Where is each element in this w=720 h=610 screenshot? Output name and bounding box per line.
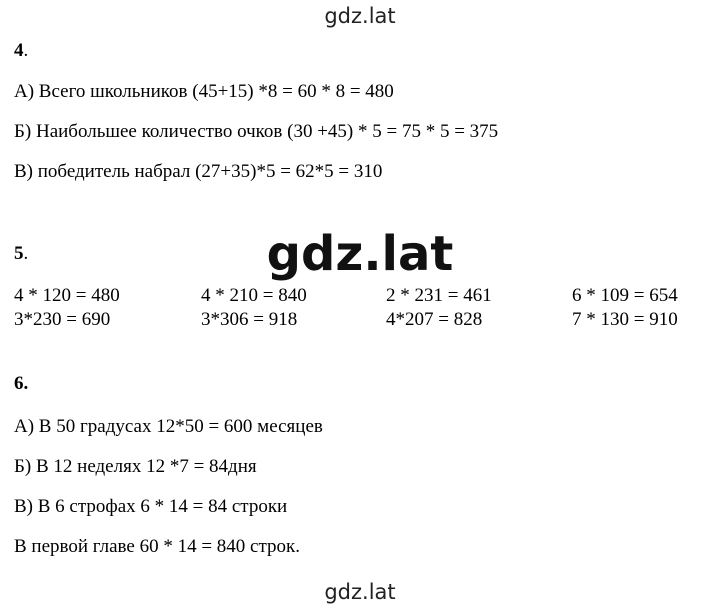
task-4-line-b: Б) Наибольшее количество очков (30 +45) * 5 = 75 * 5 = 375 bbox=[14, 121, 499, 142]
watermark-top: gdz.lat bbox=[324, 4, 396, 28]
task-6-line-a: А) В 50 градусах 12*50 = 600 месяцев bbox=[14, 416, 323, 437]
task-5-cell: 2 * 231 = 461 bbox=[386, 285, 492, 306]
task-5-cell: 7 * 130 = 910 bbox=[572, 309, 678, 330]
task-5-cell: 4*207 = 828 bbox=[386, 309, 483, 330]
task-5-cell: 4 * 210 = 840 bbox=[201, 285, 307, 306]
task-4-line-a: А) Всего школьников (45+15) *8 = 60 * 8 = 480 bbox=[14, 81, 394, 102]
task-4-number: 4. bbox=[14, 40, 29, 61]
task-5-number: 5. bbox=[14, 243, 29, 264]
task-5-cell: 3*230 = 690 bbox=[14, 309, 111, 330]
task-5-cell: 4 * 120 = 480 bbox=[14, 285, 120, 306]
watermark-bottom: gdz.lat bbox=[324, 580, 396, 604]
task-4-line-c: В) победитель набрал (27+35)*5 = 62*5 = 310 bbox=[14, 161, 383, 182]
task-6-number: 6. bbox=[14, 373, 29, 394]
watermark-middle: gdz.lat bbox=[266, 226, 454, 282]
task-6-line-c: В) В 6 строфах 6 * 14 = 84 строки bbox=[14, 496, 288, 517]
task-6-line-d: В первой главе 60 * 14 = 840 строк. bbox=[14, 536, 300, 557]
task-6-line-b: Б) В 12 неделях 12 *7 = 84дня bbox=[14, 456, 257, 477]
task-5-cell: 3*306 = 918 bbox=[201, 309, 298, 330]
task-5-cell: 6 * 109 = 654 bbox=[572, 285, 678, 306]
